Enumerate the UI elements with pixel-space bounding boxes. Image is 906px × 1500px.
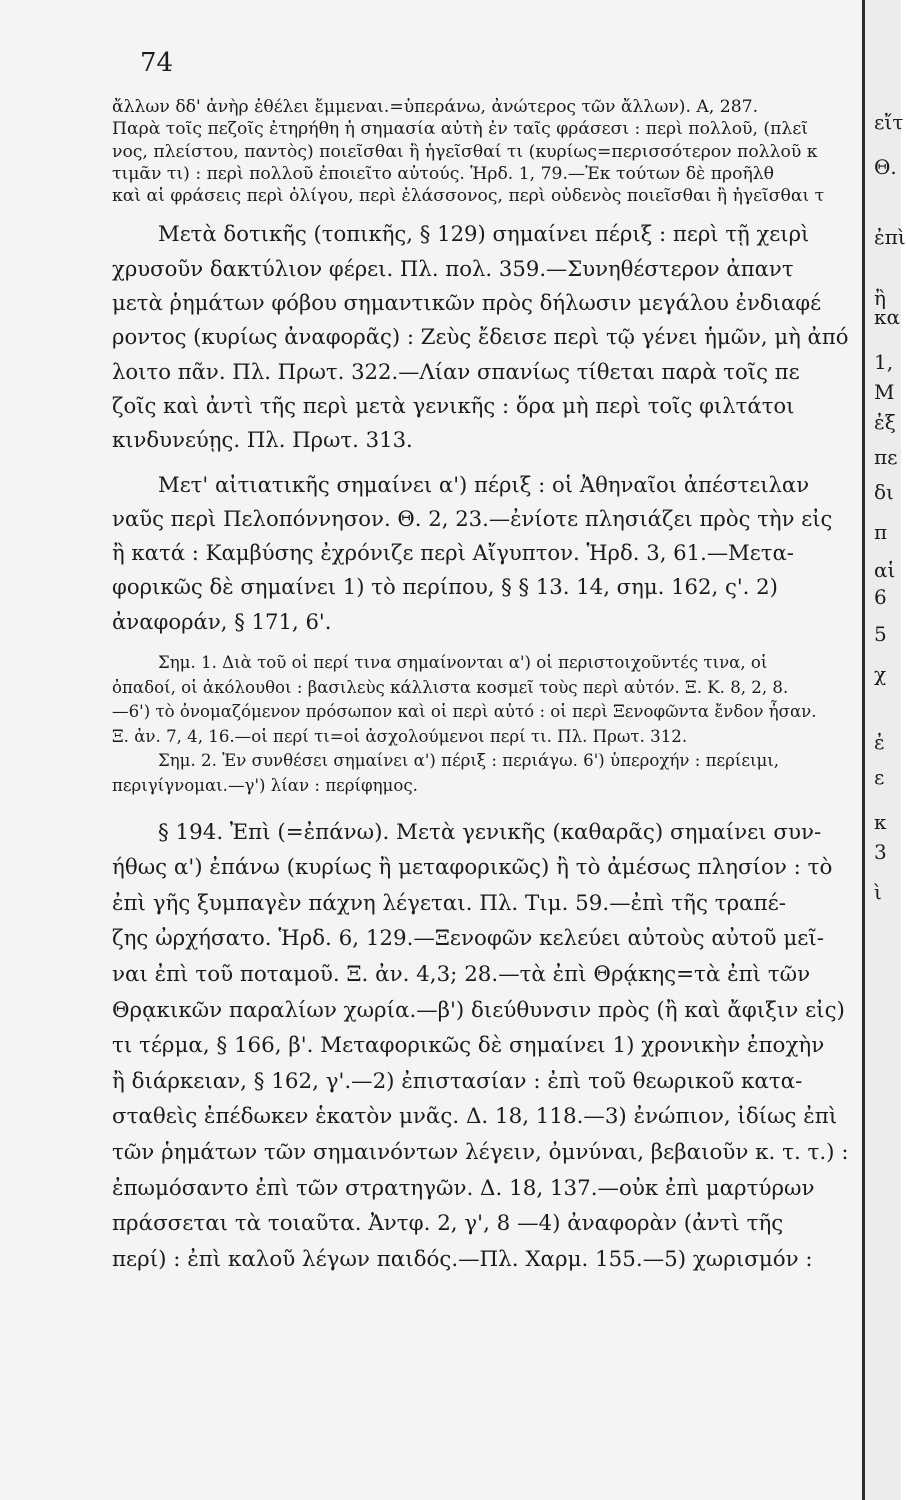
margin-fragment: π (874, 520, 888, 544)
margin-fragment: Θ. (874, 155, 897, 179)
text-line: λοιτο πᾶν. Πλ. Πρωτ. 322.—Λίαν σπανίως τίθεται παρὰ τοῖς πε (112, 358, 800, 384)
text-line: σταθεὶς ἐπέδωκεν ἑκατὸν μνᾶς. Δ. 18, 118.—3) ἐνώπιον, ἰδίως ἐπὶ (112, 1104, 838, 1130)
page-number: 74 (140, 48, 174, 78)
text-line: τῶν ῥημάτων τῶν σημαινόντων λέγειν, ὀμνύναι, βεβαιοῦν κ. τ. τ.) : (112, 1139, 849, 1165)
margin-fragment: κ (874, 810, 887, 834)
margin-fragment: ὶ (874, 880, 882, 904)
note-line: ὀπαδοί, οἱ ἀκόλουθοι : βασιλεὺς κάλλιστα κοσμεῖ τοὺς περὶ αὐτόν. Ξ. Κ. 8, 2, 8. (112, 677, 789, 697)
margin-fragment: 6 (874, 585, 887, 609)
page-body (112, 96, 860, 1277)
margin-fragment: 3 (874, 840, 887, 864)
margin-fragment: 5 (874, 622, 887, 646)
text-line: ἢ κατά : Καμβύσης ἐχρόνιζε περὶ Αἴγυπτον. Ἡρδ. 3, 61.—Μετα- (112, 540, 794, 566)
top-continuation-block (112, 96, 860, 207)
text-line: τιμᾶν τι) : περὶ πολλοῦ ἐποιεῖτο αὐτούς. Ἡρδ. 1, 79.—Ἐκ τούτων δὲ προῆλθ (112, 163, 775, 184)
text-line: μετὰ ῥημάτων φόβου σημαντικῶν πρὸς δήλωσιν μεγάλου ἐνδιαφέ (112, 290, 822, 316)
margin-fragment: 1, (874, 350, 894, 374)
margin-fragment: χ (874, 662, 887, 686)
note-line: —6') τὸ ὀνομαζόμενον πρόσωπον καὶ οἱ περὶ αὐτό : οἱ περὶ Ξενοφῶντα ἔνδον ἦσαν. (112, 702, 817, 722)
note-line: περιγίγνομαι.—γ') λίαν : περίφημος. (112, 776, 418, 796)
margin-fragment: εἴτ (874, 110, 904, 134)
note-line: Ξ. ἀν. 7, 4, 16.—οἱ περί τι=οἱ ἀσχολούμενοι περί τι. Πλ. Πρωτ. 312. (112, 726, 688, 746)
text-line: ζοῖς καὶ ἀντὶ τῆς περὶ μετὰ γενικῆς : ὅρα μὴ περὶ τοῖς φιλτάτοι (112, 392, 795, 418)
text-line: ροντος (κυρίως ἀναφορᾶς) : Ζεὺς ἔδεισε περὶ τῷ γένει ἡμῶν, μὴ ἀπό (112, 324, 849, 350)
note-line: Σημ. 1. Διὰ τοῦ οἱ περί τινα σημαίνονται α') οἱ περιστοιχοῦντές τινα, οἱ (158, 653, 768, 673)
margin-fragment: κα (874, 305, 901, 329)
text-line: πράσσεται τὰ τοιαῦτα. Ἀντφ. 2, γ', 8 —4) ἀναφορὰν (ἀντὶ τῆς (112, 1211, 784, 1237)
margin-fragment: Μ (874, 380, 895, 404)
text-line: ἢ διάρκειαν, § 162, γ'.—2) ἐπιστασίαν : ἐπὶ τοῦ θεωρικοῦ κατα- (112, 1068, 803, 1094)
text-line: Μετὰ δοτικῆς (τοπικῆς, § 129) σημαίνει πέριξ : περὶ τῇ χειρὶ (158, 221, 810, 247)
text-line: Θρᾳκικῶν παραλίων χωρία.—β') διεύθυνσιν πρὸς (ἢ καὶ ἄφιξιν εἰς) (112, 997, 845, 1023)
text-line: καὶ αἱ φράσεις περὶ ὀλίγου, περὶ ἐλάσσονος, περὶ οὐδενὸς ποιεῖσθαι ἢ ἡγεῖσθαι τ (112, 186, 825, 207)
section-heading-line: § 194. Ἐπὶ (=ἐπάνω). Μετὰ γενικῆς (καθαρᾶς) σημαίνει συν- (158, 819, 822, 845)
margin-fragment: ἢ (874, 286, 886, 310)
text-line: ήθως α') ἐπάνω (κυρίως ἢ μεταφορικῶς) ἢ τὸ ἀμέσως πλησίον : τὸ (112, 855, 833, 881)
text-line: ἐπωμόσαντο ἐπὶ τῶν στρατηγῶν. Δ. 18, 137.—οὐκ ἐπὶ μαρτύρων (112, 1175, 815, 1201)
text-line: κινδυνεύῃς. Πλ. Πρωτ. 313. (112, 427, 413, 453)
paragraph-accusative (112, 468, 860, 639)
text-line: ἐπὶ γῆς ξυμπαγὲν πάχνη λέγεται. Πλ. Τιμ. 59.—ἐπὶ τῆς τραπέ- (112, 890, 786, 916)
text-line: χρυσοῦν δακτύλιον φέρει. Πλ. πολ. 359.—Συνηθέστερον ἀπαντ (112, 255, 794, 281)
margin-fragment: πε (874, 445, 898, 469)
margin-fragment: ε (874, 765, 885, 789)
text-line: Μετ' αἰτιατικῆς σημαίνει α') πέριξ : οἱ Ἀθηναῖοι ἀπέστειλαν (158, 471, 810, 497)
text-line: Παρὰ τοῖς πεζοῖς ἐτηρήθη ἡ σημασία αὐτὴ ἐν ταῖς φράσεσι : περὶ πολλοῦ, (πλεῖ (112, 119, 808, 140)
text-line: ἀναφοράν, § 171, 6'. (112, 608, 332, 634)
margin-fragment: ἐξ (874, 410, 896, 434)
margin-fragment: ἐπὶ (874, 225, 906, 249)
text-line: ναι ἐπὶ τοῦ ποταμοῦ. Ξ. ἀν. 4,3; 28.—τὰ ἐπὶ Θρᾴκης=τὰ ἐπὶ τῶν (112, 961, 811, 987)
text-line: ναῦς περὶ Πελοπόννησον. Θ. 2, 23.—ἐνίοτε πλησιάζει πρὸς τὴν εἰς (112, 505, 833, 531)
text-line: φορικῶς δὲ σημαίνει 1) τὸ περίπου, § § 13. 14, σημ. 162, ς'. 2) (112, 574, 778, 600)
text-line: ἄλλων δδ' ἀνὴρ ἐθέλει ἔμμεναι.=ὑπεράνω, ἀνώτερος τῶν ἄλλων). Α, 287. (112, 97, 759, 117)
text-line: τι τέρμα, § 166, β'. Μεταφορικῶς δὲ σημαίνει 1) χρονικὴν ἐποχὴν (112, 1033, 825, 1059)
margin-fragment: ἐ (874, 730, 885, 754)
margin-fragment: αἱ (874, 558, 896, 582)
section-194 (112, 815, 860, 1278)
paragraph-dative (112, 217, 860, 457)
margin-fragment: δι (874, 480, 894, 504)
note-line: Σημ. 2. Ἐν συνθέσει σημαίνει α') πέριξ : περιάγω. 6') ὑπεροχήν : περίειμι, (158, 751, 780, 771)
footnotes-block (112, 651, 860, 799)
text-line: νος, πλείστου, παντὸς) ποιεῖσθαι ἢ ἡγεῖσθαί τι (κυρίως=περισσότερον πολλοῦ κ (112, 141, 818, 162)
text-line: περί) : ἐπὶ καλοῦ λέγων παιδός.—Πλ. Χαρμ. 155.—5) χωρισμόν : (112, 1246, 813, 1272)
text-line: ζης ὠρχήσατο. Ἡρδ. 6, 129.—Ξενοφῶν κελεύει αὐτοὺς αὐτοῦ μεῖ- (112, 926, 824, 952)
